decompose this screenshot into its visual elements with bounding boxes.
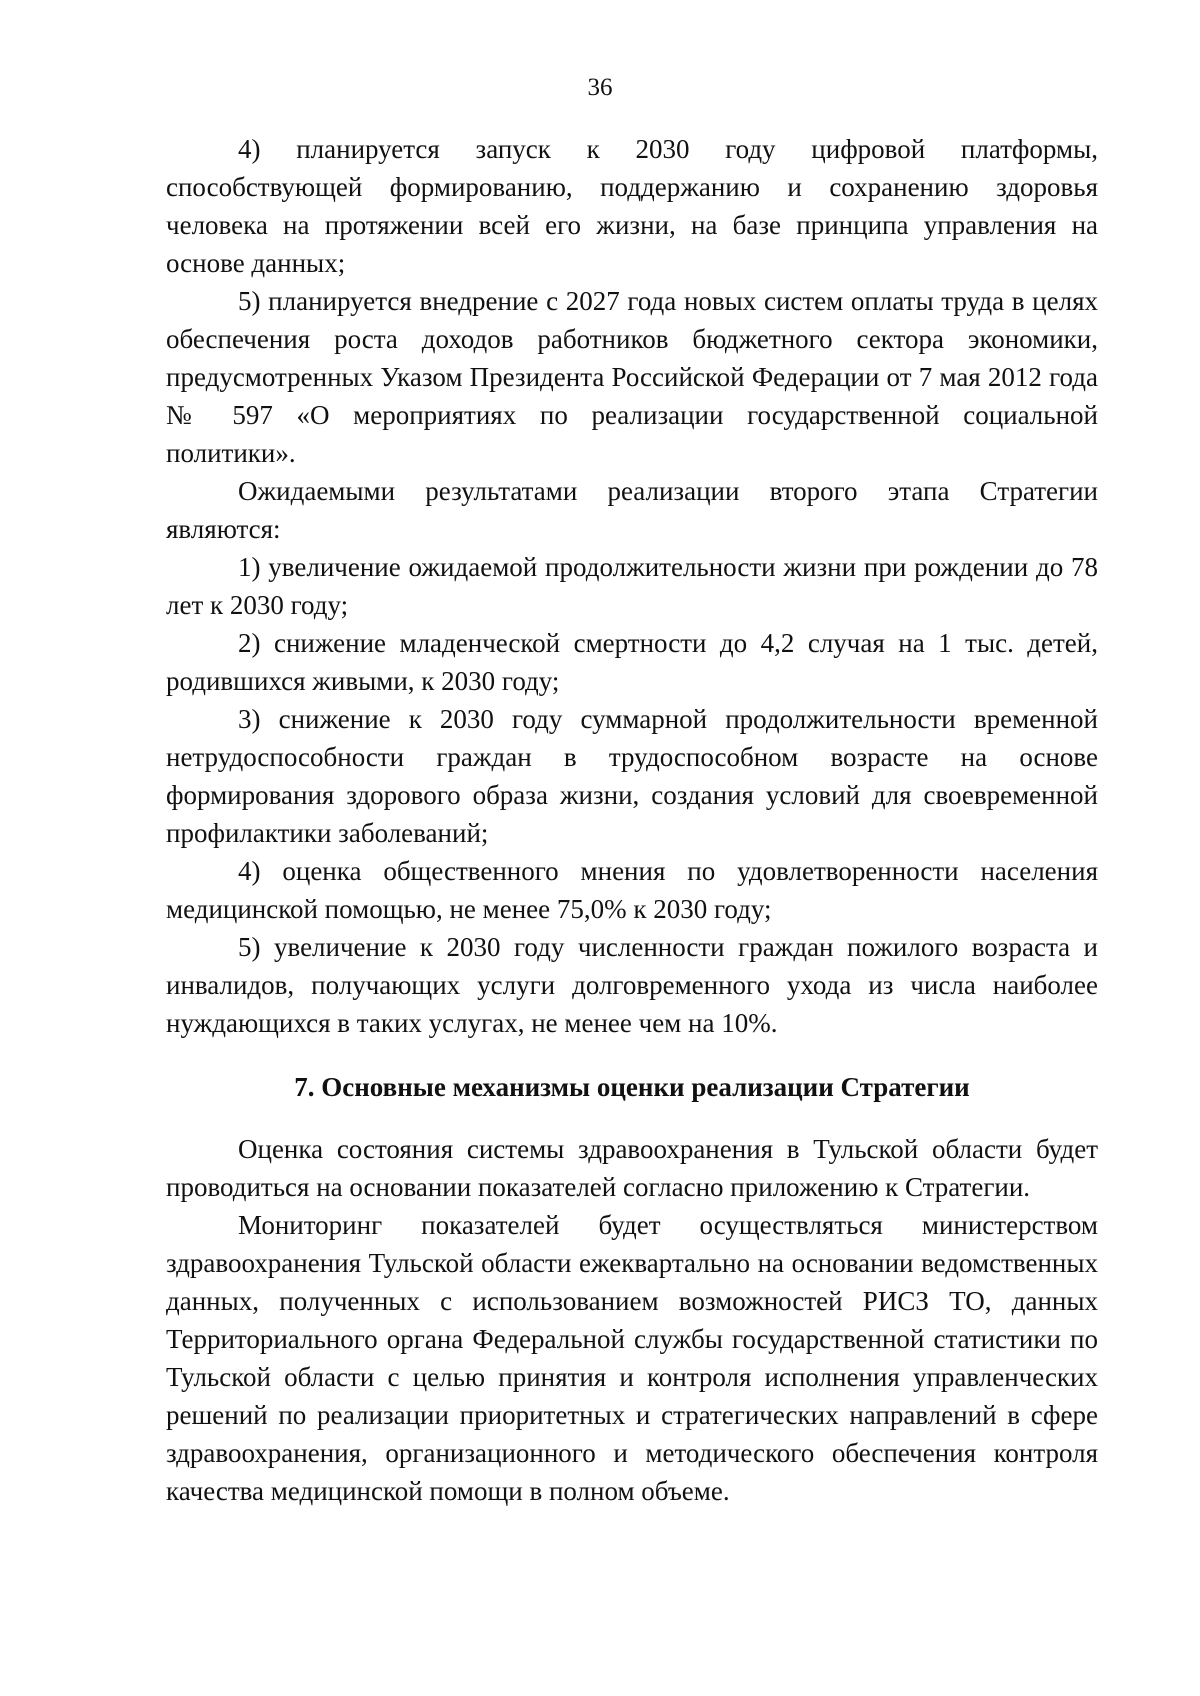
paragraph-assessment: Оценка состояния системы здравоохранения в Тульской области будет проводиться на основании показателей согласно приложению к Стратегии. — [166, 1134, 1098, 1202]
paragraph-result-4-public-opinion: 4) оценка общественного мнения по удовлетворенности населения медицинской помощью, не менее 75,0% к 2030 году; — [166, 856, 1098, 924]
paragraph-item-4-platform: 4) планируется запуск к 2030 году цифровой платформы, способствующей формированию, поддержанию и сохранению здоровья человека на протяжении всей его жизни, на базе принципа управления на основе данных; — [166, 134, 1098, 278]
section-heading: 7. Основные механизмы оценки реализации Стратегии — [294, 1072, 970, 1102]
paragraph-result-3-disability-reduction: 3) снижение к 2030 году суммарной продолжительности временной нетрудоспособности граждан в трудоспособном возрасте на основе формирования здорового образа жизни, создания условий для своевременной профилактики заболеваний; — [166, 704, 1098, 848]
page-body — [166, 130, 1098, 1510]
paragraph-result-1-life-expectancy: 1) увеличение ожидаемой продолжительности жизни при рождении до 78 лет к 2030 году; — [166, 552, 1098, 620]
paragraph-monitoring: Мониторинг показателей будет осуществляться министерством здравоохранения Тульской области ежеквартально на основании ведомственных данных, полученных с использованием возможностей РИСЗ ТО, данных Территориального органа Федеральной службы государственной статистики по Тульской области с целью принятия и контроля исполнения управленческих решений по реализации приоритетных и стратегических направлений в сфере здравоохранения, организационного и методического обеспечения контроля качества медицинской помощи в полном объеме. — [166, 1210, 1098, 1506]
paragraph-result-5-long-term-care: 5) увеличение к 2030 году численности граждан пожилого возраста и инвалидов, получающих услуги долговременного ухода из числа наиболее нуждающихся в таких услугах, не менее чем на 10%. — [166, 932, 1098, 1038]
page-number: 36 — [587, 74, 613, 101]
paragraph-expected-results: Ожидаемыми результатами реализации второго этапа Стратегии являются: — [166, 476, 1098, 544]
paragraph-result-2-infant-mortality: 2) снижение младенческой смертности до 4,2 случая на 1 тыс. детей, родившихся живыми, к 2030 году; — [166, 628, 1098, 696]
paragraph-item-5-payment-systems: 5) планируется внедрение с 2027 года новых систем оплаты труда в целях обеспечения роста доходов работников бюджетного сектора экономики, предусмотренных Указом Президента Российской Федерации от 7 мая 2012 года № 597 «О мероприятиях по реализации государственной социальной политики». — [166, 286, 1098, 468]
